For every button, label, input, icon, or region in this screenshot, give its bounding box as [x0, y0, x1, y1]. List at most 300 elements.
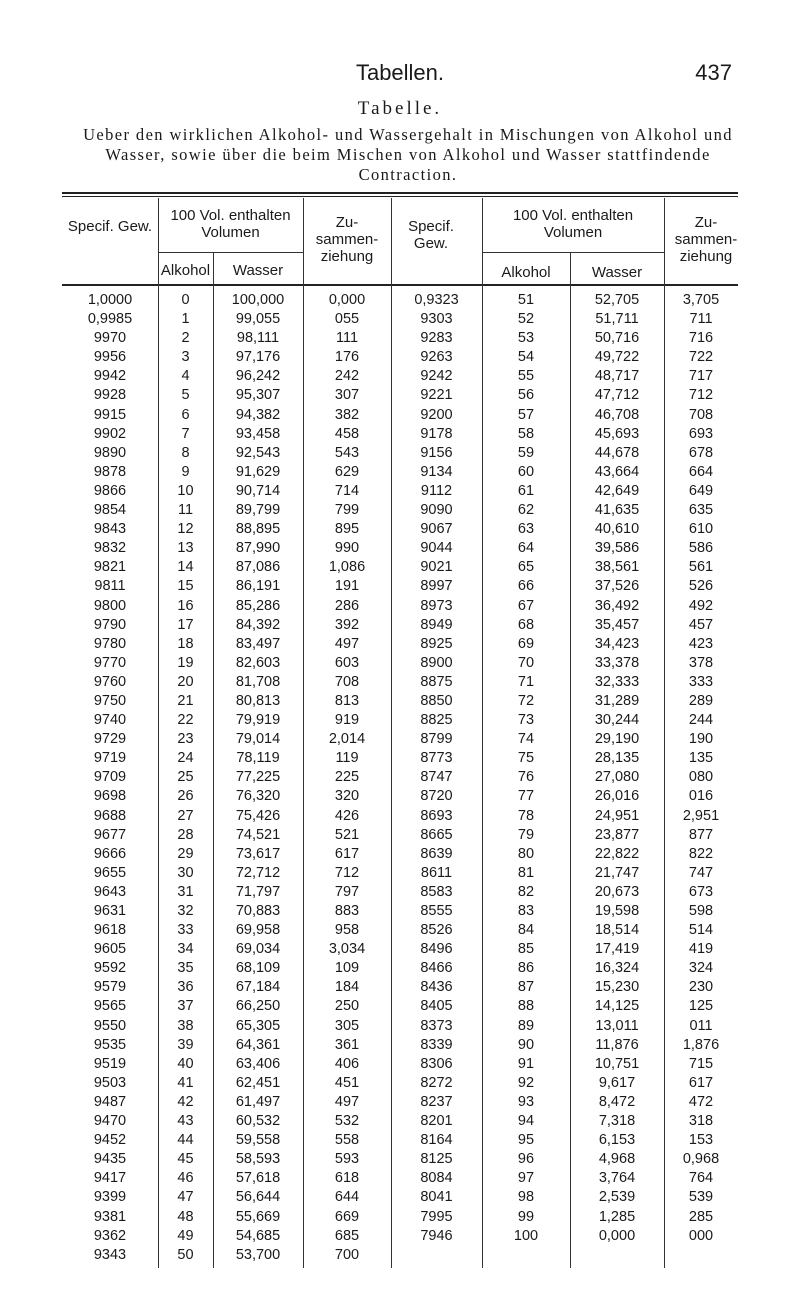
table-cell: 9343 [93, 1246, 127, 1263]
table-row [62, 731, 738, 750]
table-cell: 35,457 [594, 616, 640, 633]
table-cell: 419 [688, 941, 714, 958]
table-cell: 8997 [420, 578, 453, 595]
table-cell: 9800 [93, 597, 127, 614]
table-row [62, 578, 738, 597]
table-cell: 69,958 [235, 922, 281, 939]
table-cell: 8925 [420, 635, 453, 652]
table-cell: 8900 [420, 654, 453, 671]
table-cell: 91 [517, 1055, 535, 1072]
table-cell: 8164 [420, 1132, 453, 1149]
table-cell: 40 [177, 1055, 194, 1072]
table-cell: 74,521 [235, 826, 281, 843]
table-cell: 990 [334, 540, 360, 557]
table-cell: 9866 [93, 482, 127, 499]
table-cell: 15 [177, 578, 194, 595]
table-cell: 8825 [420, 712, 453, 729]
table-cell: 883 [334, 903, 360, 919]
table-cell: 0,9985 [87, 311, 133, 328]
table-cell: 54,685 [235, 1227, 281, 1244]
header-zusammen-left: Zu- sammen- ziehung [315, 214, 379, 265]
table-cell: 9134 [420, 463, 453, 480]
table-cell: 16,324 [594, 960, 640, 977]
table-cell: 28,135 [594, 750, 640, 767]
table-row [62, 827, 738, 846]
table-cell: 61 [517, 482, 535, 499]
table-row [62, 349, 738, 368]
table-cell: 8611 [420, 864, 453, 881]
table-cell: 71,797 [235, 883, 281, 900]
table-cell: 109 [334, 960, 360, 977]
table-cell: 8,472 [598, 1093, 636, 1110]
table-cell: 8526 [420, 922, 453, 939]
table-cell: 190 [688, 731, 714, 748]
table-cell: 958 [334, 922, 360, 939]
table-cell: 9535 [93, 1036, 127, 1053]
table-cell: 59 [517, 444, 535, 461]
table-cell: 289 [688, 692, 714, 709]
table-cell: 9,617 [598, 1074, 636, 1091]
table-cell: 9631 [93, 903, 127, 919]
table-cell: 8973 [420, 597, 453, 614]
table-cell: 29,190 [594, 731, 640, 748]
table-cell: 8496 [420, 941, 453, 958]
table-cell: 25 [177, 769, 194, 786]
table-cell: 87,990 [235, 540, 281, 557]
table-cell: 8773 [420, 750, 453, 767]
table-cell: 97,176 [235, 349, 281, 366]
table-cell: 44,678 [594, 444, 640, 461]
table-cell: 307 [334, 387, 360, 404]
table-cell: 15,230 [594, 979, 640, 996]
table-cell: 678 [688, 444, 714, 461]
table-cell: 19 [177, 654, 194, 671]
table-cell: 286 [334, 597, 360, 614]
table-cell: 9200 [420, 406, 453, 423]
header-specif-left: Specif. Gew. [67, 218, 153, 235]
table-cell: 426 [334, 807, 360, 824]
header-alkohol-left: Alkohol [160, 262, 211, 279]
table-cell: 011 [689, 1017, 713, 1034]
table-cell: 822 [688, 845, 714, 862]
table-cell: 9677 [93, 826, 127, 843]
table-cell: 87 [517, 979, 535, 996]
table-cell: 8583 [420, 883, 453, 900]
table-cell: 9956 [93, 349, 127, 366]
header-alkohol-right: Alkohol [501, 264, 551, 281]
table-cell: 100,000 [231, 292, 285, 308]
table-cell: 86,191 [235, 578, 281, 595]
table-cell: 722 [688, 349, 714, 366]
table-row [62, 445, 738, 464]
table-cell: 84,392 [235, 616, 281, 633]
table-cell: 8799 [420, 731, 453, 748]
table-cell: 33 [177, 922, 194, 939]
table-cell: 717 [688, 368, 714, 385]
table-cell: 65,305 [235, 1017, 281, 1034]
table-cell: 38,561 [594, 559, 640, 576]
table-cell: 35 [177, 960, 194, 977]
table-cell: 18,514 [594, 922, 640, 939]
table-cell: 9770 [93, 654, 127, 671]
table-row [62, 674, 738, 693]
table-cell: 6 [181, 406, 190, 423]
table-cell: 80 [517, 845, 535, 862]
table-cell: 9044 [420, 540, 453, 557]
table-cell: 712 [334, 864, 360, 881]
table-cell: 11,876 [595, 1036, 639, 1053]
table-cell: 9550 [93, 1017, 127, 1034]
table-cell: 32 [177, 903, 194, 919]
table-cell: 617 [688, 1074, 714, 1091]
table-cell: 617 [334, 845, 360, 862]
table-cell: 673 [688, 883, 714, 900]
table-cell: 714 [334, 482, 360, 499]
table-cell: 46,708 [594, 406, 640, 423]
table-cell: 244 [688, 712, 714, 729]
table-row [62, 1247, 738, 1266]
table-cell: 0,9323 [414, 292, 459, 308]
table-row [62, 311, 738, 330]
table-cell: 38 [177, 1017, 194, 1034]
table-row [62, 1170, 738, 1189]
table-cell: 708 [688, 406, 714, 423]
table-row [62, 483, 738, 502]
table-cell: 9902 [93, 425, 127, 442]
subheader-rule-left [158, 252, 303, 253]
table-cell: 0,000 [598, 1227, 636, 1244]
table-cell: 68,109 [235, 960, 281, 977]
table-cell: 20,673 [594, 883, 640, 900]
table-cell: 708 [334, 673, 360, 690]
table-cell: 2,014 [328, 731, 366, 748]
table-cell: 9780 [93, 635, 127, 652]
table-cell: 8436 [420, 979, 453, 996]
table-cell: 9915 [93, 406, 127, 423]
table-cell: 6,153 [598, 1132, 636, 1149]
table-row [62, 1189, 738, 1208]
table-cell: 79,919 [235, 712, 281, 729]
table-cell: 635 [688, 502, 714, 519]
table-cell: 250 [334, 998, 360, 1015]
table-cell: 47 [177, 1189, 194, 1206]
header-specif-right: Specif. Gew. [408, 218, 454, 252]
table-cell: 649 [688, 482, 714, 499]
table-cell: 382 [334, 406, 360, 423]
table-cell: 26,016 [594, 788, 640, 805]
table-cell: 191 [334, 578, 360, 595]
table-row [62, 808, 738, 827]
table-cell: 8306 [420, 1055, 453, 1072]
table-cell: 700 [334, 1246, 360, 1263]
table-cell: 45,693 [594, 425, 640, 442]
table-cell: 76,320 [235, 788, 281, 805]
table-cell: 8373 [420, 1017, 453, 1034]
table-cell: 50,716 [594, 330, 640, 347]
table-cell: 320 [334, 788, 360, 805]
table-cell: 9487 [93, 1093, 127, 1110]
table-cell: 285 [688, 1208, 714, 1225]
table-cell: 9067 [420, 521, 453, 538]
table-row [62, 330, 738, 349]
table-cell: 230 [688, 979, 714, 996]
table-cell: 716 [688, 330, 714, 347]
table-cell: 47,712 [594, 387, 640, 404]
table-cell: 72,712 [235, 864, 281, 881]
table-cell: 48,717 [594, 368, 640, 385]
table-cell: 21 [177, 692, 194, 709]
table-cell: 33,378 [594, 654, 640, 671]
table-row [62, 769, 738, 788]
table-cell: 324 [688, 960, 714, 977]
table-row [62, 1018, 738, 1037]
table-cell: 8665 [420, 826, 453, 843]
running-head [0, 60, 800, 90]
table-cell: 9832 [93, 540, 127, 557]
table-cell: 497 [334, 635, 360, 652]
table-cell: 561 [688, 559, 714, 576]
table-cell: 9417 [93, 1170, 127, 1187]
table-row [62, 655, 738, 674]
table-cell: 66,250 [235, 998, 281, 1015]
table-cell: 32,333 [594, 673, 640, 690]
table-cell: 5 [181, 387, 190, 404]
table-cell: 9519 [93, 1055, 127, 1072]
table-cell: 83 [517, 903, 535, 919]
table-cell: 526 [688, 578, 714, 595]
table-cell: 8875 [420, 673, 453, 690]
table-cell: 49,722 [594, 349, 640, 366]
table-row [62, 1151, 738, 1170]
table-cell: 51,711 [595, 311, 639, 328]
table-cell: 9729 [93, 731, 127, 748]
table-cell: 521 [334, 826, 360, 843]
table-cell: 9928 [93, 387, 127, 404]
table-row [62, 540, 738, 559]
table-cell: 558 [334, 1132, 360, 1149]
table-cell: 1,285 [598, 1208, 636, 1225]
table-cell: 8466 [420, 960, 453, 977]
table-row [62, 464, 738, 483]
table-cell: 62 [517, 502, 535, 519]
table-cell: 9435 [93, 1151, 127, 1168]
table-cell: 1,086 [328, 559, 366, 576]
table-cell: 88,895 [235, 521, 281, 538]
table-cell: 60 [517, 463, 535, 480]
table-cell: 98,111 [236, 330, 280, 347]
table-cell: 457 [688, 616, 714, 633]
table-cell: 79 [517, 826, 535, 843]
table-cell: 95 [517, 1132, 535, 1149]
table-cell: 75 [517, 750, 535, 767]
table-cell: 225 [334, 769, 360, 786]
table-cell: 9221 [420, 387, 453, 404]
table-cell: 669 [334, 1208, 360, 1225]
table-cell: 9 [181, 463, 190, 480]
table-cell: 9643 [93, 883, 127, 900]
table-cell: 14,125 [594, 998, 640, 1015]
table-cell: 3,764 [598, 1170, 636, 1187]
table-row [62, 960, 738, 979]
table-cell: 89,799 [235, 502, 281, 519]
table-row [62, 1075, 738, 1094]
table-cell: 80,813 [235, 692, 281, 709]
table-cell: 83,497 [235, 635, 281, 652]
table-cell: 492 [688, 597, 714, 614]
table-row [62, 617, 738, 636]
table-cell: 3,705 [682, 292, 720, 308]
top-rule-thin [62, 196, 738, 197]
table-cell: 747 [688, 864, 714, 881]
table-cell: 52 [517, 311, 535, 328]
table-cell: 41 [177, 1074, 194, 1091]
table-cell: 016 [688, 788, 714, 805]
table-description: Ueber den wirklichen Alkohol- und Wassergehalt in Mischungen von Alkohol und Wasser, sowie über die beim Mischen von Alkohol und Wasser stattfindende Contraction. [83, 125, 733, 184]
table-row [62, 502, 738, 521]
table-cell: 27 [177, 807, 194, 824]
table-row [62, 1113, 738, 1132]
table-cell: 797 [334, 883, 360, 900]
table-cell: 78,119 [236, 750, 280, 767]
table-cell: 333 [688, 673, 714, 690]
table-cell: 1,876 [682, 1036, 720, 1053]
table-cell: 111 [335, 330, 359, 347]
table-cell: 49 [177, 1227, 194, 1244]
table-cell: 644 [334, 1189, 360, 1206]
table-row [62, 368, 738, 387]
table-cell: 58,593 [235, 1151, 281, 1168]
table-cell: 42 [177, 1093, 194, 1110]
table-cell: 22 [177, 712, 194, 729]
table-row [62, 1037, 738, 1056]
table-cell: 135 [688, 750, 714, 767]
table-cell: 99 [517, 1208, 535, 1225]
table-cell: 99,055 [235, 311, 281, 328]
table-cell: 27,080 [594, 769, 640, 786]
table-cell: 37 [177, 998, 194, 1015]
table-cell: 57,618 [235, 1170, 281, 1187]
table-cell: 9666 [93, 845, 127, 862]
table-cell: 69,034 [235, 941, 281, 958]
table-cell: 9854 [93, 502, 127, 519]
table-cell: 764 [688, 1170, 714, 1187]
table-cell: 1,0000 [87, 292, 133, 308]
table-cell: 91,629 [235, 463, 281, 480]
table-cell: 67 [517, 597, 535, 614]
table-cell: 8272 [420, 1074, 453, 1091]
table-cell: 3 [181, 349, 190, 366]
table-cell: 45 [177, 1151, 194, 1168]
table-cell: 50 [177, 1246, 194, 1263]
table-cell: 64 [517, 540, 535, 557]
table-cell: 55 [517, 368, 535, 385]
table-cell: 73,617 [235, 845, 281, 862]
table-cell: 9719 [93, 750, 127, 767]
table-cell: 75,426 [235, 807, 281, 824]
table-cell: 378 [688, 654, 714, 671]
table-cell: 84 [517, 922, 535, 939]
table-cell: 67,184 [235, 979, 281, 996]
table-cell: 12 [177, 521, 194, 538]
table-cell: 2 [181, 330, 190, 347]
table-cell: 79,014 [235, 731, 281, 748]
table-cell: 813 [334, 692, 360, 709]
table-cell: 95,307 [235, 387, 281, 404]
table-cell: 94,382 [235, 406, 281, 423]
table-row [62, 426, 738, 445]
table-cell: 55,669 [235, 1208, 281, 1225]
table-cell: 65 [517, 559, 535, 576]
table-cell: 1 [181, 311, 190, 328]
table-cell: 055 [334, 311, 360, 328]
table-cell: 100 [513, 1227, 539, 1244]
table-cell: 305 [334, 1017, 360, 1034]
table-cell: 89 [517, 1017, 535, 1034]
table-cell: 85 [517, 941, 535, 958]
table-row [62, 903, 738, 922]
table-cell: 56,644 [235, 1189, 281, 1206]
table-cell: 59,558 [235, 1132, 281, 1149]
table-row [62, 292, 738, 311]
table-cell: 24,951 [594, 807, 640, 824]
table-cell: 9843 [93, 521, 127, 538]
table-cell: 14 [177, 559, 194, 576]
table-cell: 34 [177, 941, 194, 958]
table-cell: 44 [177, 1132, 194, 1149]
table-cell: 11 [177, 502, 194, 519]
table-body [62, 292, 738, 1266]
table-cell: 13,011 [595, 1017, 639, 1034]
table-cell: 77,225 [235, 769, 281, 786]
table-cell: 9605 [93, 941, 127, 958]
table-cell: 514 [688, 922, 714, 939]
table-cell: 497 [334, 1093, 360, 1110]
table-cell: 17 [177, 616, 194, 633]
table-cell: 9890 [93, 444, 127, 461]
table-cell: 9362 [93, 1227, 127, 1244]
table-cell: 86 [517, 960, 535, 977]
table-cell: 8 [181, 444, 190, 461]
table-cell: 610 [688, 521, 714, 538]
table-cell: 96 [517, 1151, 535, 1168]
table-cell: 82 [517, 883, 535, 900]
table-row [62, 884, 738, 903]
table-cell: 24 [177, 750, 194, 767]
table-cell: 664 [688, 463, 714, 480]
table-cell: 97 [517, 1170, 535, 1187]
table-cell: 18 [177, 635, 194, 652]
table-cell: 7946 [420, 1227, 453, 1244]
table-row [62, 979, 738, 998]
table-cell: 9740 [93, 712, 127, 729]
table-cell: 8555 [420, 903, 453, 919]
page-number: 437 [695, 60, 732, 85]
table-cell: 13 [177, 540, 194, 557]
table-cell: 96,242 [235, 368, 281, 385]
table-cell: 69 [517, 635, 535, 652]
table-cell: 392 [334, 616, 360, 633]
top-rule [62, 192, 738, 194]
table-cell: 88 [517, 998, 535, 1015]
table-row [62, 865, 738, 884]
table-cell: 10 [177, 482, 194, 499]
table-cell: 60,532 [235, 1113, 281, 1130]
table-cell: 9970 [93, 330, 127, 347]
table-cell: 8339 [420, 1036, 453, 1053]
table-cell: 9381 [93, 1208, 127, 1225]
table-cell: 406 [334, 1055, 360, 1072]
table-cell: 93,458 [235, 425, 281, 442]
